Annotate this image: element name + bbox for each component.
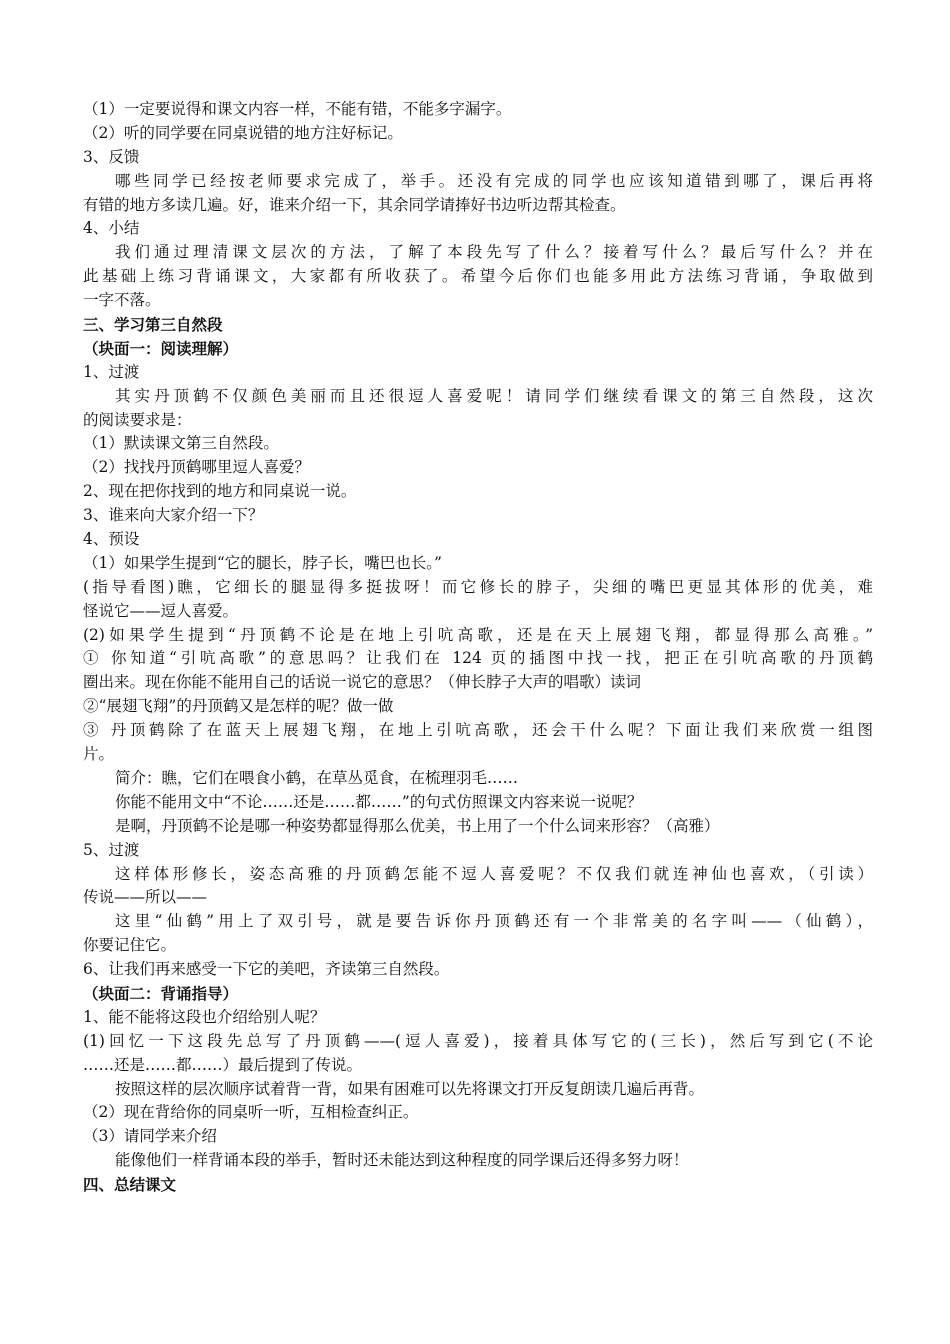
text-line: 简介：瞧，它们在喂食小鹤，在草丛觅食，在梳理羽毛……: [115, 768, 519, 787]
text-line: 1、过渡: [83, 362, 140, 381]
text-line: 4、预设: [83, 530, 140, 549]
text-line: 圈出来。现在你能不能用自己的话说一说它的意思？（伸长脖子大声的唱歌）读词: [83, 673, 642, 692]
text-line: 3、反馈: [83, 147, 140, 166]
document-body: [83, 98, 873, 1197]
section-heading: （块面一：阅读理解）: [83, 338, 239, 358]
text-line: 的阅读要求是：: [83, 410, 192, 429]
text-line: 3、谁来向大家介绍一下？: [83, 506, 264, 525]
text-line: ……还是……都……）最后提到了传说。: [83, 1055, 363, 1074]
section-heading: （块面二：背诵指导）: [83, 983, 239, 1003]
text-line: ① 你知道“引吭高歌”的意思吗？让我们在 124 页的插图中找一找，把正在引吭高歌的丹顶鹤: [83, 649, 873, 668]
text-line: 4、小结: [83, 219, 140, 238]
text-line: 此基础上练习背诵课文，大家都有所收获了。希望今后你们也能多用此方法练习背诵，争取做到: [83, 267, 873, 286]
text-line: 这样体形修长，姿态高雅的丹顶鹤怎能不逗人喜爱呢？不仅我们就连神仙也喜欢，（引读）: [115, 864, 873, 883]
text-line: 我们通过理清课文层次的方法，了解了本段先写了什么？接着写什么？最后写什么？并在: [115, 243, 873, 262]
text-line: （3）请同学来介绍: [83, 1127, 217, 1146]
text-line: 你能不能用文中“不论……还是……都……”的句式仿照课文内容来说一说呢？: [115, 792, 643, 811]
text-line: （1）如果学生提到“它的腿长，脖子长，嘴巴也长。”: [83, 553, 442, 572]
text-line: 有错的地方多读几遍。好，谁来介绍一下，其余同学请捧好书边听边帮其检查。: [83, 195, 626, 214]
text-line: （2）找找丹顶鹤哪里逗人喜爱？: [83, 458, 310, 477]
text-line: 其实丹顶鹤不仅颜色美丽而且还很逗人喜爱呢！请同学们继续看课文的第三自然段，这次: [115, 386, 873, 405]
text-line: 1、能不能将这段也介绍给别人呢？: [83, 1007, 326, 1026]
text-line: 6、让我们再来感受一下它的美吧，齐读第三自然段。: [83, 960, 450, 979]
text-line: 能像他们一样背诵本段的举手，暂时还未能达到这种程度的同学课后还得多努力呀！: [115, 1151, 689, 1170]
text-line: （1）一定要说得和课文内容一样，不能有错，不能多字漏字。: [83, 100, 512, 118]
text-line: 一字不落。: [83, 291, 161, 310]
text-line: (1)回忆一下这段先总写了丹顶鹤——(逗人喜爱)，接着具体写它的(三长)，然后写到它(不论: [83, 1031, 873, 1050]
text-line: ②“展翅飞翔”的丹顶鹤又是怎样的呢？做一做: [83, 697, 394, 716]
text-line: 5、过渡: [83, 840, 140, 859]
section-heading: 三、学习第三自然段: [83, 315, 223, 335]
text-line: (2)如果学生提到“丹顶鹤不论是在地上引吭高歌，还是在天上展翅飞翔，都显得那么高雅。”: [83, 625, 873, 644]
text-line: 按照这样的层次顺序试着背一背，如果有困难可以先将课文打开反复朗读几遍后再背。: [115, 1079, 705, 1098]
text-line: 片。: [83, 745, 115, 764]
text-line: 怪说它——逗人喜爱。: [83, 601, 239, 620]
text-line: （2）现在背给你的同桌听一听，互相检查纠正。: [83, 1103, 419, 1122]
text-line: 你要记住它。: [83, 936, 177, 955]
text-line: （1）默读课文第三自然段。: [83, 434, 279, 453]
text-line: 这里“仙鹤”用上了双引号，就是要告诉你丹顶鹤还有一个非常美的名字叫——（仙鹤），: [115, 912, 873, 931]
text-line: 哪些同学已经按老师要求完成了，举手。还没有完成的同学也应该知道错到哪了，课后再将: [115, 171, 873, 190]
text-line: ③ 丹顶鹤除了在蓝天上展翅飞翔，在地上引吭高歌，还会干什么呢？下面让我们来欣赏一组图: [83, 721, 873, 740]
section-heading: 四、总结课文: [83, 1175, 177, 1195]
text-line: 2、现在把你找到的地方和同桌说一说。: [83, 482, 357, 501]
text-line: 传说——所以——: [83, 888, 208, 907]
text-line: （2）听的同学要在同桌说错的地方注好标记。: [83, 123, 403, 142]
text-line: (指导看图)瞧，它细长的腿显得多挺拔呀！而它修长的脖子，尖细的嘴巴更显其体形的优美，难: [83, 577, 873, 596]
text-line: 是啊，丹顶鹤不论是哪一种姿势都显得那么优美，书上用了一个什么词来形容？（高雅）: [115, 816, 720, 835]
